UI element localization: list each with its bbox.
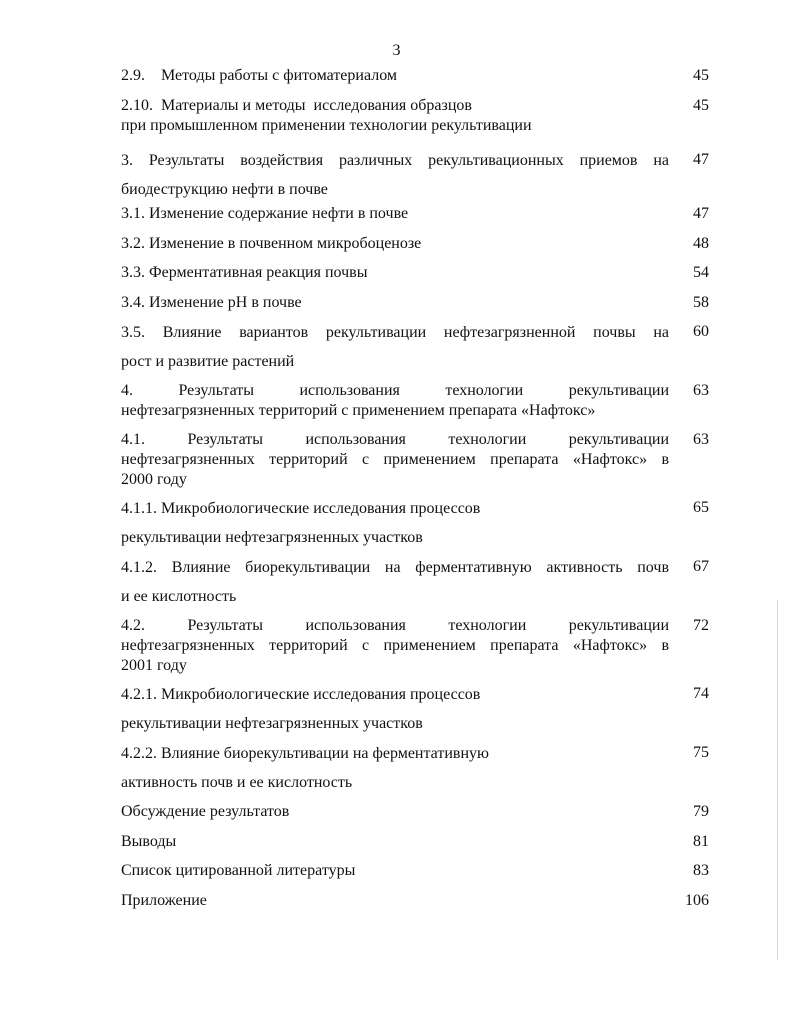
toc-entry-line: 4.1. Результаты использования технологии рекультивации [121,431,669,448]
toc-entry-line: Выводы [121,833,177,850]
toc-entry-line: 4. Результаты использования технологии рекультивации [121,382,669,399]
toc-entry [121,318,709,376]
toc-entry [121,680,709,738]
toc-entry-line: нефтезагрязненных территорий с применением препарата «Нафтокс» [121,402,596,419]
toc-entry [121,494,709,552]
toc-entry-page: 63 [693,431,709,448]
toc-entry-page: 74 [693,685,709,702]
toc-entry-page: 83 [693,862,709,879]
toc-entry-line: нефтезагрязненных территорий с применением препарата «Нафтокс» в [121,637,669,654]
toc-entry [121,832,709,852]
toc-entry-line: при промышленном применении технологии рекультивации [121,117,532,134]
toc-entry-line: рекультивации нефтезагрязненных участков [121,715,423,732]
toc-entry [121,293,709,313]
toc-entry-line: 2.10. Материалы и методы исследования образцов [121,97,472,114]
toc-entry-line: нефтезагрязненных территорий с применением препарата «Нафтокс» в [121,451,669,468]
toc-entry-line: 4.1.1. Микробиологические исследования процессов [121,500,481,517]
toc-entry-line: Обсуждение результатов [121,803,290,820]
toc-entry-line: Список цитированной литературы [121,862,356,879]
toc-entry-line: и ее кислотность [121,588,237,605]
toc-entry-line: 2.9. Методы работы с фитоматериалом [121,67,398,84]
toc-entry [121,96,709,136]
toc-entry-line: 2001 году [121,657,187,674]
toc-entry-page: 47 [693,205,709,222]
toc-entry-line: 3. Результаты воздействия различных рекультивационных приемов на [121,152,669,169]
toc-entry-page: 81 [693,833,709,850]
toc-entry-line: 3.2. Изменение в почвенном микробоценозе [121,235,422,252]
toc-entry-page: 48 [693,235,709,252]
toc-entry-page: 63 [693,382,709,399]
toc-entry-line: 3.3. Ферментативная реакция почвы [121,264,368,281]
toc-entry [121,381,709,421]
toc-entry [121,146,709,204]
toc-entry-page: 106 [685,892,709,909]
toc-entry [121,616,709,676]
toc-entry [121,553,709,611]
toc-entry-page: 54 [693,264,709,281]
toc-entry [121,263,709,283]
toc-entry [121,739,709,797]
toc-entry-line: 3.1. Изменение содержание нефти в почве [121,205,409,222]
toc-entry [121,802,709,822]
toc-entry-page: 75 [693,744,709,761]
toc-entry-line: 3.4. Изменение pH в почве [121,294,302,311]
toc-entry-line: активность почв и ее кислотность [121,774,353,791]
toc-entry-line: 4.1.2. Влияние биорекультивации на ферментативную активность почв [121,559,669,576]
toc-entry [121,234,709,254]
scan-margin-line [777,600,778,960]
toc-entry-page: 65 [693,499,709,516]
toc-entry-line: рост и развитие растений [121,353,295,370]
toc-entry-page: 72 [693,617,709,634]
toc-entry-page: 47 [693,151,709,168]
toc-entry-page: 45 [693,97,709,114]
toc-entry [121,861,709,881]
toc-entry-page: 60 [693,323,709,340]
toc-entry-line: рекультивации нефтезагрязненных участков [121,529,423,546]
toc-entry-line: 4.2.1. Микробиологические исследования процессов [121,686,481,703]
toc-entry-line: 4.2.2. Влияние биорекультивации на ферментативную [121,745,489,762]
toc-entry-page: 58 [693,294,709,311]
toc-entry-page: 67 [693,558,709,575]
toc-entry-line: 4.2. Результаты использования технологии рекультивации [121,617,669,634]
toc-entry [121,204,709,224]
toc-entry-line: 2000 году [121,471,187,488]
toc-entry-page: 45 [693,67,709,84]
toc-entry-line: биодеструкцию нефти в почве [121,181,328,198]
page-number: 3 [392,42,401,59]
toc-entry-line: 3.5. Влияние вариантов рекультивации нефтезагрязненной почвы на [121,324,669,341]
toc-entry-line: Приложение [121,892,207,909]
toc-entry [121,430,709,490]
toc-entry-page: 79 [693,803,709,820]
toc-entry [121,891,709,911]
toc-entry [121,66,709,86]
